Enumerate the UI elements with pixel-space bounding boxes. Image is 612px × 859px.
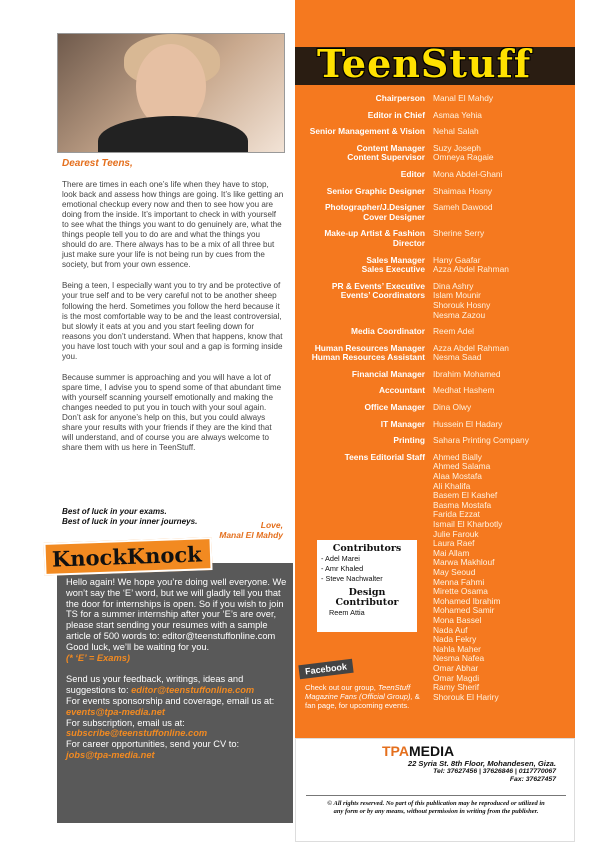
staff-row <box>295 94 575 104</box>
letter-paragraph: There are times in each one’s life when they have to stop, look back and assess how things are going. It’s like getting an emotional checkup every now and then to see how you are doing from the inside. It’s important to check in with yourself to see what the things you want to do genuinely are, what the things people tell you to do are and what the things you should do are. There always has to be a mix of all three but just make sure your life is not being run by cues from the society, but from your own essence. <box>62 180 284 270</box>
staff-row <box>295 170 575 180</box>
staff-row <box>295 327 575 337</box>
staff-row <box>295 256 575 275</box>
staff-role: PR & Events’ Executive Events’ Coordinators <box>331 280 425 301</box>
staff-names: Nehal Salah <box>433 126 479 137</box>
staff-role: Financial Manager <box>351 368 425 379</box>
staff-names: Medhat Hashem <box>433 385 495 396</box>
contributors-list: - Adel Marei - Amr Khaled - Steve Nachwalter <box>321 554 383 583</box>
letter-paragraph: Because summer is approaching and you will have a lot of spare time, I advise you to spend some of that abundant time with yourself scanning yourself emotionally and making the changes needed to put you in touch with your soul again. Don’t ask for anyone’s help on this, but you could always share your results with your friends if they are the kind that will understand, and of course you are always welcome to share them with us here in TeenStuff. <box>62 372 282 453</box>
design-contributor-title: Design Contributor <box>335 587 399 608</box>
staff-names: Mona Abdel-Ghani <box>433 168 503 179</box>
staff-names: Ibrahim Mohamed <box>433 368 501 379</box>
contributors-box <box>317 540 417 632</box>
staff-role: Photographer/J.Designer Cover Designer <box>324 202 425 222</box>
career-contact: For career opportunities, send your CV to: jobs@tpa-media.net <box>66 739 240 760</box>
design-contributor-name: Reem Attia <box>329 608 365 617</box>
staff-row <box>295 187 575 197</box>
staff-names: Manal El Mahdy <box>433 93 494 103</box>
staff-names: Suzy Joseph Omneya Ragaie <box>433 142 494 163</box>
staff-role: Printing <box>393 435 425 446</box>
letter-closing: Best of luck in your exams. Best of luck in your inner journeys. <box>62 507 198 526</box>
facebook-text: Check out our group, TeenStuff Magazine Fans (Official Group), & fan page, for upcoming events. <box>305 683 420 710</box>
staff-row <box>295 436 575 446</box>
staff-row <box>295 403 575 413</box>
masthead <box>295 41 575 86</box>
staff-role: Content Manager Content Supervisor <box>347 142 425 163</box>
staff-role: Media Coordinator <box>351 326 425 337</box>
letter-greeting: Dearest Teens, <box>62 158 133 169</box>
staff-row <box>295 344 575 363</box>
staff-row <box>295 386 575 396</box>
staff-row <box>295 282 575 320</box>
subscription-contact: For subscription, email us at: subscribe@teenstuffonline.com <box>66 717 208 739</box>
staff-role: Accountant <box>378 385 425 396</box>
publisher-address: 22 Syria St. 8th Floor, Mohandesen, Giza. Tel: 37627456 | 37626846 | 0117770067 Fax: 37627457 <box>407 759 556 783</box>
staff-role: Editor <box>400 168 425 179</box>
subscribe-email-link[interactable]: subscribe@teenstuffonline.com <box>66 728 208 739</box>
staff-names: Shaimaa Hosny <box>433 185 493 196</box>
staff-names: Hussein El Hadary <box>433 418 503 429</box>
feedback-email-link[interactable]: editor@teenstuffonline.com <box>131 685 255 696</box>
editor-letter <box>62 180 284 464</box>
masthead-title: TeenStuff <box>317 41 532 86</box>
tpa-media-logo: TPAMEDIA <box>382 743 455 759</box>
feedback-contact: Send us your feedback, writings, ideas and suggestions to: editor@teenstuffonline.com <box>66 674 255 696</box>
knock-text: Hello again! We hope you’re doing well everyone. We won’t say the ‘E’ word, but we will gladly tell you that the door for internships is open. So if you wish to join TS for a summer internship after your ‘E’s are over, please start sending your resumes with a sample article of 500 words to: editor@teenstuffonline.com Good luck, we’ll be waiting for you. <box>66 577 287 652</box>
knockknock-box <box>57 563 293 823</box>
events-email-link[interactable]: events@tpa-media.net <box>66 706 165 717</box>
letter-signature: Love, Manal El Mahdy <box>219 520 283 540</box>
rights-notice: © All rights reserved. No part of this publication may be reproduced or utilized in any form or by any means, without permission in writing from the publisher. <box>327 800 545 815</box>
jobs-email-link[interactable]: jobs@tpa-media.net <box>66 749 155 760</box>
staff-role: Human Resources Manager Human Resources Assistant <box>311 342 425 363</box>
staff-names: Sameh Dawood <box>433 202 493 213</box>
contributors-title: Contributors <box>332 543 402 554</box>
staff-names: Dina Olwy <box>433 402 472 413</box>
staff-role: Chairperson <box>375 93 425 103</box>
staff-names: Dina Ashry Islam Mounir Shorouk Hosny Nesma Zazou <box>433 280 491 320</box>
staff-names: Ahmed Bially Ahmed Salama Alaa Mostafa Ali Khalifa Basem El Kashef Basma Mostafa Farida Ezzat Ismail El Kharbotly Julie Farouk Laura Raef Mai Allam Marwa Makhlouf May Seoud Menna Fahmi Mirette Osama Mohamed Ibrahim Mohamed Samir Mona Bassel Nada Auf Nada Fekry Nahla Maher Nesma Nafea Omar Abhar Omar Magdi Ramy Sherif Shorouk El Hariry <box>433 451 503 702</box>
staff-role: Office Manager <box>364 402 425 413</box>
staff-role: Make-up Artist & Fashion Director <box>324 228 425 248</box>
staff-names: Sherine Serry <box>433 228 485 239</box>
facebook-tag: Facebook <box>298 659 353 679</box>
staff-names: Reem Adel <box>433 326 474 337</box>
staff-row <box>295 203 575 222</box>
publisher-footer <box>295 738 575 842</box>
staff-role: Sales Manager Sales Executive <box>361 254 425 275</box>
knockknock-logo: KnockKnock <box>43 537 212 576</box>
staff-role: IT Manager <box>380 418 425 429</box>
events-contact: For events sponsorship and coverage, email us at: events@tpa-media.net <box>66 695 275 717</box>
letter-paragraph: Being a teen, I especially want you to try and be protective of your true self and to be very careful not to be another sheep following the herd. Sometimes you follow the herd because it is the most comfortable way to be and the least controversial, but slowly it eats at you and you start feeling down for reasons you don’t understand. When that happens, know that you have lost touch with your soul and a gap is forming inside you. <box>62 281 283 361</box>
staff-names: Azza Abdel Rahman Nesma Saad <box>433 342 509 363</box>
editor-photo <box>57 33 285 153</box>
staff-role: Senior Graphic Designer <box>326 185 425 196</box>
staff-row <box>295 370 575 380</box>
staff-role: Teens Editorial Staff <box>344 451 425 462</box>
staff-names: Asmaa Yehia <box>433 109 482 120</box>
staff-row <box>295 144 575 163</box>
staff-names: Hany Gaafar Azza Abdel Rahman <box>433 254 509 275</box>
knock-note: (* ‘E’ = Exams) <box>66 652 130 663</box>
staff-role: Editor in Chief <box>367 109 425 120</box>
staff-names: Sahara Printing Company <box>433 435 529 446</box>
staff-role: Senior Management & Vision <box>309 126 425 137</box>
staff-row <box>295 229 575 248</box>
staff-row <box>295 420 575 430</box>
staff-row <box>295 111 575 121</box>
staff-panel <box>295 0 575 842</box>
staff-row <box>295 127 575 137</box>
